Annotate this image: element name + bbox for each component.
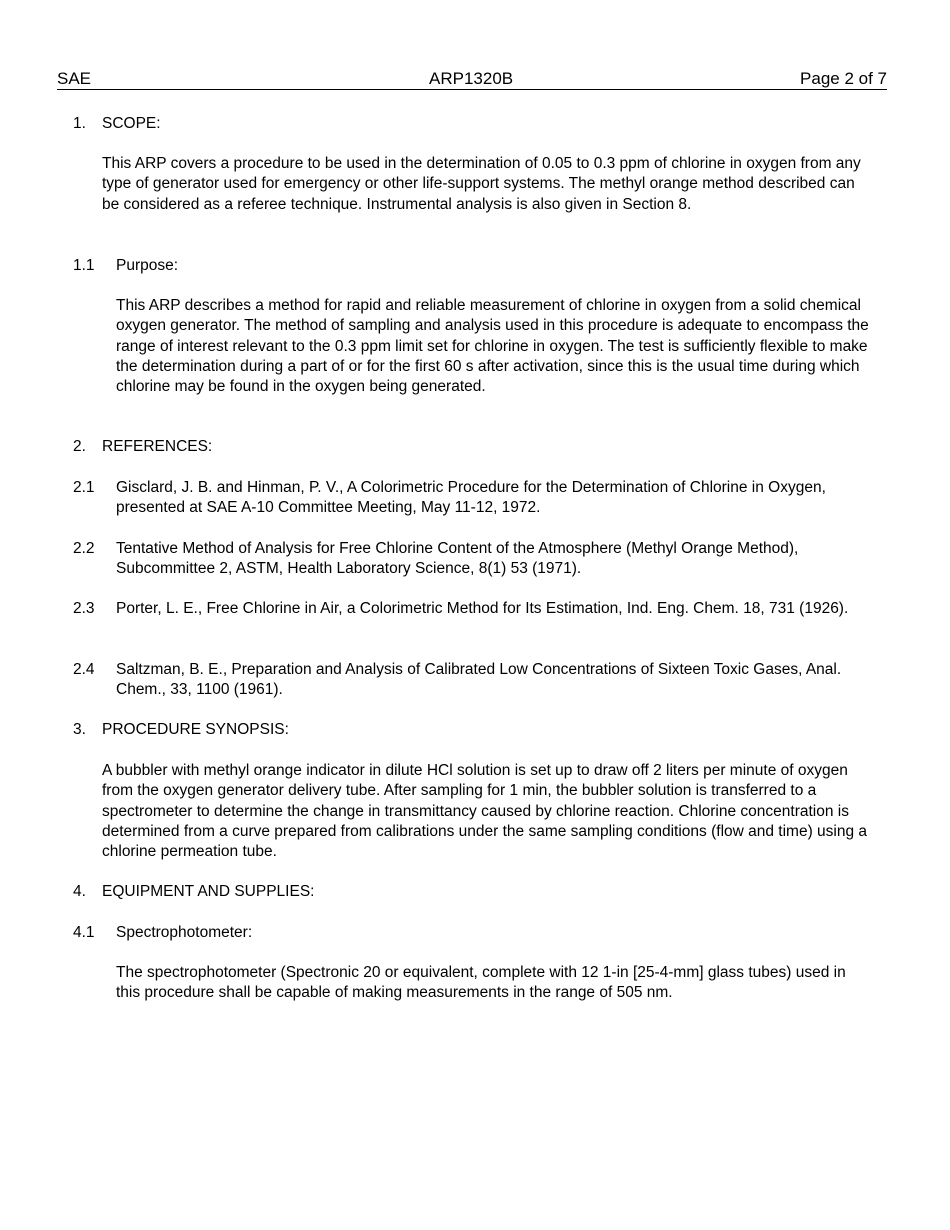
reference-text: Porter, L. E., Free Chlorine in Air, a Colorimetric Method for Its Estimation, Ind. Eng. Chem. 18, 731 (1926). bbox=[116, 600, 849, 617]
reference-number: 2.4 bbox=[73, 661, 95, 678]
section-1-heading bbox=[73, 114, 473, 136]
section-4-1-body: The spectrophotometer (Spectronic 20 or equivalent, complete with 12 1-in [25-4-mm] glass tubes) used in this procedure shall be capable of making measurements in the range of 505 nm. bbox=[116, 964, 846, 1002]
reference-number: 2.3 bbox=[73, 600, 95, 617]
header-org: SAE bbox=[57, 69, 92, 88]
section-number: 4.1 bbox=[73, 924, 95, 941]
header-page-number: Page 2 of 7 bbox=[800, 69, 887, 88]
section-title: Purpose: bbox=[116, 257, 179, 274]
section-4-heading bbox=[73, 882, 473, 904]
section-title: EQUIPMENT AND SUPPLIES: bbox=[102, 883, 315, 900]
section-1-1-body: This ARP describes a method for rapid and reliable measurement of chlorine in oxygen from a solid chemical oxygen generator. The method of sampling and analysis used in this procedure is adequate to encompass the range of interest relevant to the 0.3 ppm limit set for chlorine in oxygen. The test is sufficiently flexible to make the determination during a part of or for the first 60 s after activation, since this is the usual time during which chlorine may be found in the oxygen being generated. bbox=[116, 297, 869, 396]
page-header bbox=[57, 68, 887, 90]
reference-number: 2.1 bbox=[73, 479, 95, 496]
section-1-1-heading bbox=[73, 256, 473, 278]
section-4-1-heading bbox=[73, 923, 473, 945]
header-doc-number: ARP1320B bbox=[429, 69, 514, 88]
section-title: REFERENCES: bbox=[102, 438, 213, 455]
reference-text: Saltzman, B. E., Preparation and Analysis of Calibrated Low Concentrations of Sixteen Toxic Gases, Anal. Chem., 33, 1100 (1961). bbox=[116, 661, 842, 699]
section-title: SCOPE: bbox=[102, 115, 161, 132]
reference-text: Tentative Method of Analysis for Free Chlorine Content of the Atmosphere (Methyl Orange Method), Subcommittee 2, ASTM, Health Laboratory Science, 8(1) 53 (1971). bbox=[116, 540, 799, 578]
section-3-body: A bubbler with methyl orange indicator in dilute HCl solution is set up to draw off 2 liters per minute of oxygen from the oxygen generator delivery tube. After sampling for 1 min, the bubbler solution is transferred to a spectrometer to determine the change in transmittancy caused by chlorine reaction. Chlorine concentration is determined from a curve prepared from calibrations under the same sampling conditions (flow and time) using a chlorine permeation tube. bbox=[102, 762, 868, 861]
section-1-body: This ARP covers a procedure to be used in the determination of 0.05 to 0.3 ppm of chlorine in oxygen from any type of generator used for emergency or other life-support systems. The methyl orange method described can be considered as a referee technique. Instrumental analysis is also given in Section 8. bbox=[102, 155, 861, 213]
section-title: Spectrophotometer: bbox=[116, 924, 253, 941]
section-number: 2. bbox=[73, 438, 86, 455]
section-3-heading bbox=[73, 720, 473, 742]
section-title: PROCEDURE SYNOPSIS: bbox=[102, 721, 289, 738]
section-number: 4. bbox=[73, 883, 86, 900]
reference-text: Gisclard, J. B. and Hinman, P. V., A Colorimetric Procedure for the Determination of Chlorine in Oxygen, presented at SAE A-10 Committee Meeting, May 11-12, 1972. bbox=[116, 479, 826, 517]
section-number: 3. bbox=[73, 721, 86, 738]
section-number: 1. bbox=[73, 115, 86, 132]
reference-number: 2.2 bbox=[73, 540, 95, 557]
section-number: 1.1 bbox=[73, 257, 95, 274]
section-2-heading bbox=[73, 437, 473, 459]
